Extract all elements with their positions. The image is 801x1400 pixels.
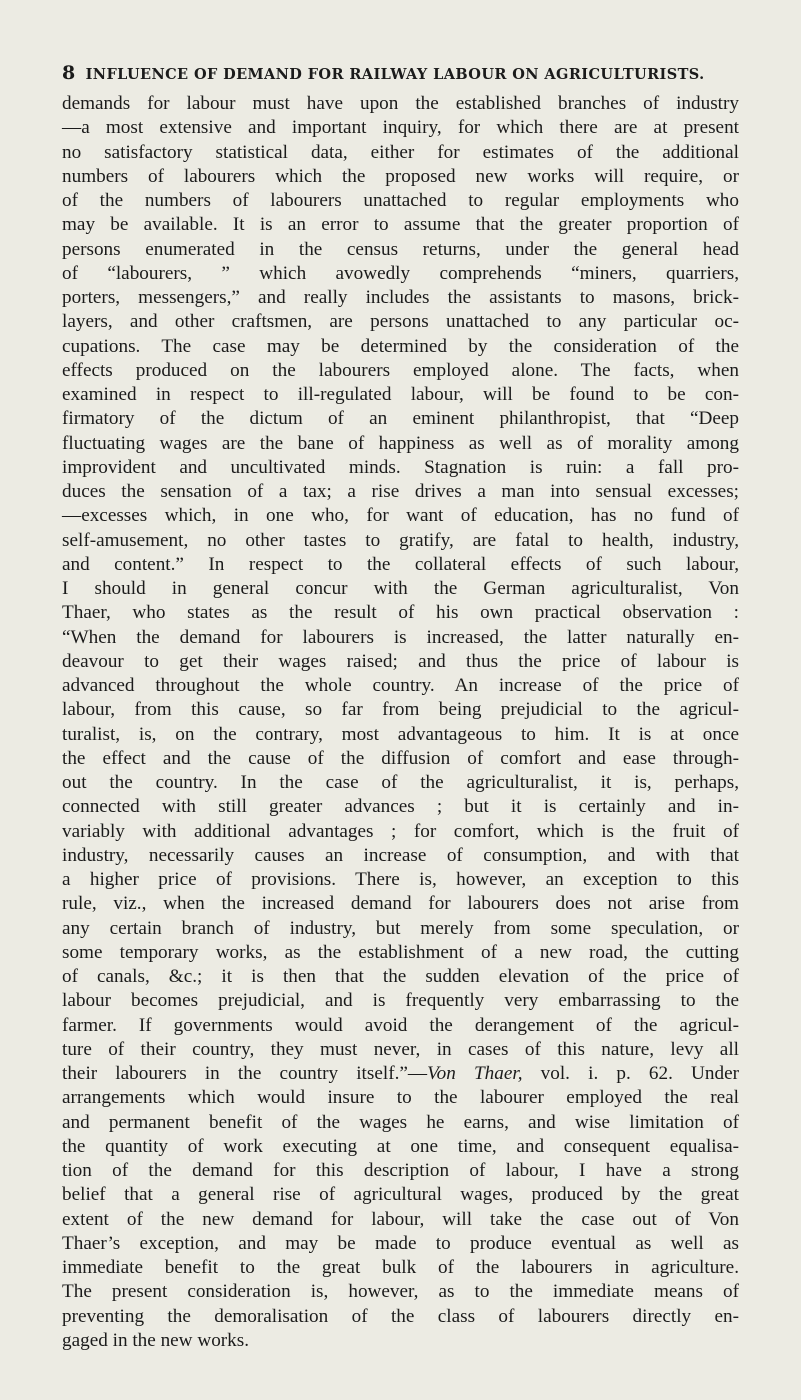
text-line: of the numbers of labourers unattached to regular employments who — [62, 190, 739, 211]
text-line: Thaer, who states as the result of his own practical observation : — [62, 602, 739, 624]
text-line: ture of their country, they must never, in cases of this nature, levy all — [62, 1038, 739, 1060]
citation-lead: their labourers in the country itself.”— — [62, 1063, 428, 1084]
text-line: no satisfactory statistical data, either for estimates of the additional — [62, 141, 739, 163]
text-line: advanced throughout the whole country. An increase of the price of — [62, 675, 739, 696]
body-paragraph — [62, 92, 739, 1353]
text-line: demands for labour must have upon the established branches of industry — [62, 93, 739, 114]
text-line: effects produced on the labourers employed alone. The facts, when — [62, 359, 739, 381]
text-line: out the country. In the case of the agriculturalist, it is, perhaps, — [62, 772, 739, 793]
text-line: numbers of labourers which the proposed new works will require, or — [62, 165, 739, 187]
text-line: porters, messengers,” and really includes the assistants to masons, brick- — [62, 287, 739, 308]
text-line: persons enumerated in the census returns, under the general head — [62, 238, 739, 260]
citation-author: Von Thaer, — [427, 1063, 523, 1084]
text-line: improvident and uncultivated minds. Stagnation is ruin: a fall pro- — [62, 456, 739, 478]
page-number: 8 — [62, 62, 76, 84]
text-line: self-amusement, no other tastes to gratify, are fatal to health, industry, — [62, 529, 739, 551]
text-line: some temporary works, as the establishment of a new road, the cutting — [62, 941, 739, 963]
text-line: rule, viz., when the increased demand for labourers does not arise from — [62, 893, 739, 915]
citation-ref: vol. i. p. 62. Under — [522, 1063, 739, 1084]
text-line: belief that a general rise of agricultural wages, produced by the great — [62, 1184, 739, 1206]
text-line: farmer. If governments would avoid the derangement of the agricul- — [62, 1014, 739, 1036]
text-line: —a most extensive and important inquiry, for which there are at present — [62, 117, 739, 139]
text-line: “When the demand for labourers is increased, the latter naturally en- — [62, 626, 739, 648]
running-head-title: INFLUENCE OF DEMAND FOR RAILWAY LABOUR ON AGRICULTURISTS. — [85, 66, 705, 83]
text-line: a higher price of provisions. There is, however, an exception to this — [62, 869, 739, 890]
text-line: turalist, is, on the contrary, most advantageous to him. It is at once — [62, 723, 739, 745]
text-line: cupations. The case may be determined by the consideration of the — [62, 335, 739, 357]
text-line: labour, from this cause, so far from being prejudicial to the agricul- — [62, 699, 739, 721]
text-line: —excesses which, in one who, for want of education, has no fund of — [62, 505, 739, 527]
text-line: of “labourers, ” which avowedly comprehends “miners, quarriers, — [62, 262, 739, 284]
text-line: may be available. It is an error to assume that the greater proportion of — [62, 214, 739, 236]
text-line: industry, necessarily causes an increase of consumption, and with that — [62, 844, 739, 866]
text-line: I should in general concur with the German agriculturalist, Von — [62, 578, 739, 599]
running-head — [62, 62, 739, 92]
text-line: layers, and other craftsmen, are persons unattached to any particular oc- — [62, 311, 739, 333]
text-line: preventing the demoralisation of the class of labourers directly en- — [62, 1305, 739, 1327]
text-line: labour becomes prejudicial, and is frequently very embarrassing to the — [62, 990, 739, 1012]
text-line: variably with additional advantages ; for comfort, which is the fruit of — [62, 820, 739, 842]
text-line: the quantity of work executing at one time, and consequent equalisa- — [62, 1135, 739, 1157]
text-line: Thaer’s exception, and may be made to produce eventual as well as — [62, 1232, 739, 1254]
text-line-citation — [62, 1062, 739, 1086]
text-line: the effect and the cause of the diffusion of comfort and ease through- — [62, 747, 739, 769]
text-line: of canals, &c.; it is then that the sudden elevation of the price of — [62, 966, 739, 987]
text-line: deavour to get their wages raised; and thus the price of labour is — [62, 650, 739, 672]
text-line: examined in respect to ill-regulated labour, will be found to be con- — [62, 384, 739, 405]
text-line: and content.” In respect to the collateral effects of such labour, — [62, 553, 739, 575]
text-line: firmatory of the dictum of an eminent philanthropist, that “Deep — [62, 408, 739, 430]
text-line: connected with still greater advances ; but it is certainly and in- — [62, 796, 739, 818]
text-line: arrangements which would insure to the labourer employed the real — [62, 1087, 739, 1109]
text-line: and permanent benefit of the wages he earns, and wise limitation of — [62, 1111, 739, 1133]
text-line: immediate benefit to the great bulk of the labourers in agriculture. — [62, 1257, 739, 1278]
text-line: The present consideration is, however, as to the immediate means of — [62, 1281, 739, 1303]
text-line: fluctuating wages are the bane of happiness as well as of morality among — [62, 432, 739, 454]
text-line: gaged in the new works. — [62, 1329, 250, 1351]
text-line: duces the sensation of a tax; a rise drives a man into sensual excesses; — [62, 481, 739, 502]
text-line: extent of the new demand for labour, will take the case out of Von — [62, 1208, 739, 1230]
text-line: any certain branch of industry, but merely from some speculation, or — [62, 917, 739, 939]
text-line: tion of the demand for this description of labour, I have a strong — [62, 1160, 739, 1181]
